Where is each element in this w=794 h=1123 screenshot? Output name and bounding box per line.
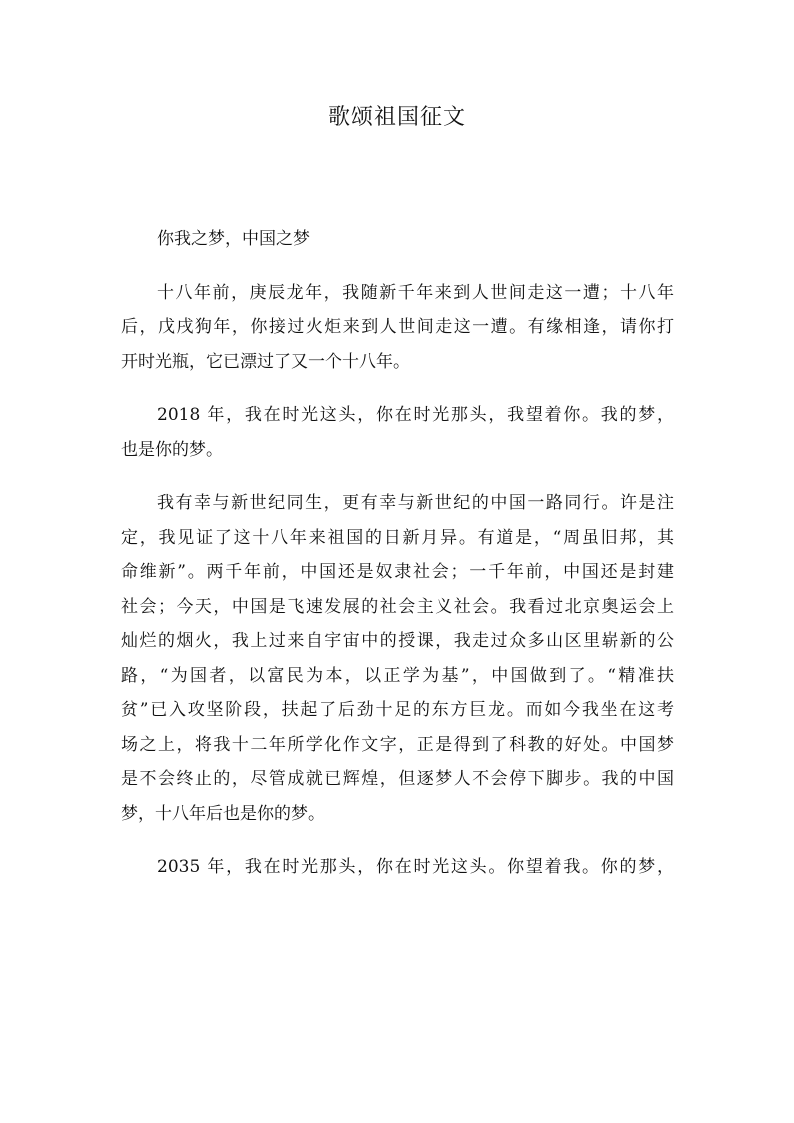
paragraph-line: 场之上，将我十二年所学化作文字，正是得到了科教的好处。中国梦: [121, 734, 674, 755]
paragraph-line: 贫”已入攻坚阶段，扶起了后劲十足的东方巨龙。而如今我坐在这考: [121, 700, 674, 720]
paragraph-line: 你我之梦，中国之梦: [157, 229, 310, 249]
paragraph: [121, 486, 674, 831]
paragraph-line: 社会；今天，中国是飞速发展的社会主义社会。我看过北京奥运会上: [121, 596, 674, 617]
paragraph-line: 2035 年，我在时光那头，你在时光这头。你望着我。你的梦，: [157, 857, 674, 877]
paragraph: [121, 850, 674, 885]
paragraph-line: 我有幸与新世纪同生，更有幸与新世纪的中国一路同行。许是注: [157, 493, 674, 513]
paragraph: [121, 276, 674, 380]
document-body: [121, 222, 674, 885]
paragraph-line: 命维新”。两千年前，中国还是奴隶社会；一千年前，中国还是封建: [121, 562, 674, 582]
paragraph-line: 十八年前，庚辰龙年，我随新千年来到人世间走这一遭；十八年: [157, 282, 674, 303]
paragraph-line: 是不会终止的，尽管成就已辉煌，但逐梦人不会停下脚步。我的中国: [121, 769, 674, 789]
paragraph-line: 也是你的梦。: [121, 439, 223, 460]
paragraph-line: 灿烂的烟火，我上过来自宇宙中的授课，我走过众多山区里崭新的公: [121, 631, 674, 651]
paragraph: [121, 222, 674, 257]
document-title: 歌颂祖国征文: [327, 105, 466, 130]
paragraph-line: 后，戊戌狗年，你接过火炬来到人世间走这一遭。有缘相逢，请你打: [121, 317, 674, 337]
paragraph-line: 开时光瓶，它已漂过了又一个十八年。: [121, 351, 410, 372]
paragraph: [121, 398, 674, 467]
paragraph-line: 路，“为国者，以富民为本，以正学为基”，中国做到了。“精准扶: [121, 665, 674, 686]
paragraph-line: 定，我见证了这十八年来祖国的日新月异。有道是，“周虽旧邦，其: [121, 527, 674, 548]
paragraph-line: 梦，十八年后也是你的梦。: [121, 803, 325, 824]
paragraph-line: 2018 年，我在时光这头，你在时光那头，我望着你。我的梦，: [157, 405, 674, 425]
